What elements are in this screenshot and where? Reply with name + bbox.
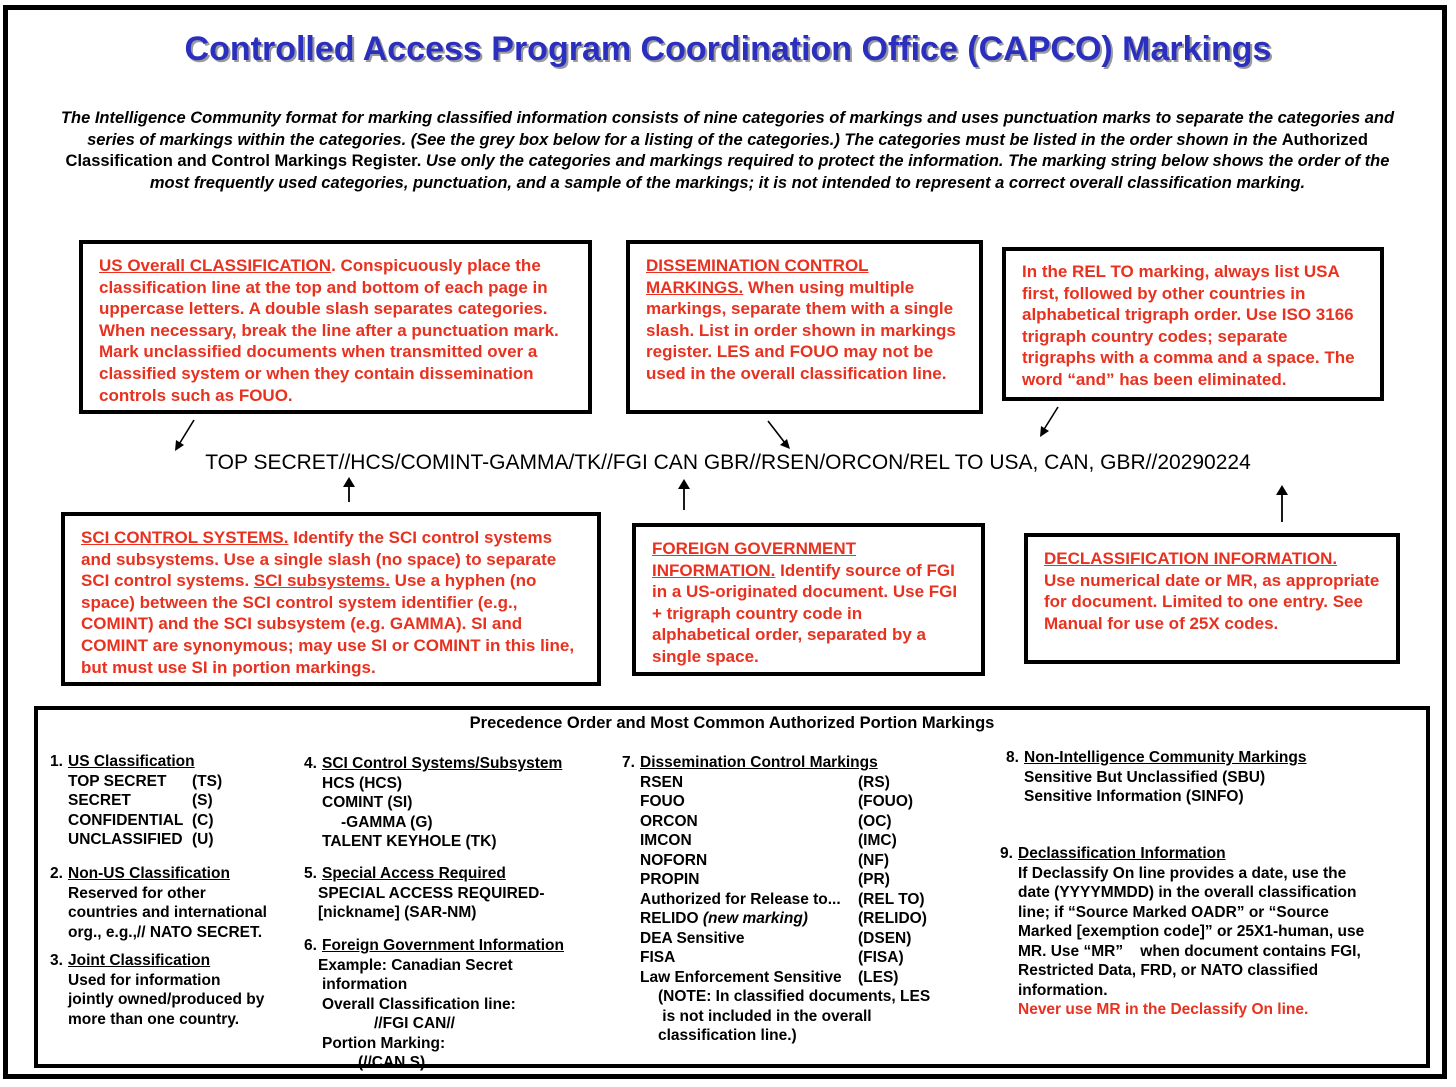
section-number: 4.: [304, 755, 317, 772]
section-number: 8.: [1006, 749, 1019, 766]
note-line: is not included in the overall: [658, 1007, 872, 1025]
section-line: COMINT (SI): [322, 794, 413, 811]
section-line: Marked [exemption code]” or 25X1-human, use: [1018, 923, 1365, 940]
section-line: (//CAN S): [358, 1054, 426, 1071]
sci-heading: SCI CONTROL SYSTEMS.: [81, 528, 289, 547]
dissemination-heading: DISSEMINATION CONTROL MARKINGS.: [646, 256, 869, 297]
marking-name: CONFIDENTIAL: [68, 811, 184, 829]
marking-name: Law Enforcement Sensitive: [640, 968, 842, 986]
marking-abbrev: (TS): [192, 772, 223, 790]
sci-body-1: Identify the SCI control systems and subsystems. Use a single slash (no space) to separate SCI control systems.: [81, 528, 557, 591]
note-line: classification line.): [658, 1027, 797, 1044]
section-line: -GAMMA (G): [341, 813, 433, 831]
arrow-down-left-icon: [1034, 404, 1064, 440]
us-overall-classification-box: [79, 240, 592, 414]
marking-name: FOUO: [640, 793, 685, 810]
section-line: line; if “Source Marked OADR” or “Source: [1018, 903, 1329, 921]
marking-abbrev: (U): [192, 831, 214, 848]
section-joint-classification: [50, 951, 264, 1029]
section-title: US Classification: [68, 753, 195, 770]
marking-name: ORCON: [640, 812, 698, 830]
section-number: 2.: [50, 865, 63, 882]
intro-text-2: Use only the categories and markings required to protect the information. The marking string below shows the order of the most frequently used categories, punctuation, and a sample of the markings; it is not intended to represent a correct overall classification marking.: [149, 152, 1390, 192]
marking-abbrev: (NF): [858, 851, 889, 869]
section-line: TALENT KEYHOLE (TK): [322, 833, 497, 850]
section-non-ic-markings: [1006, 748, 1306, 807]
section-line: Used for information: [68, 971, 221, 989]
section-line: countries and international: [68, 904, 267, 921]
section-line: SPECIAL ACCESS REQUIRED-: [318, 884, 545, 902]
sci-body-2: Use a hyphen (no space) between the SCI control system identifier (e.g., COMINT) and the SCI subsystem (e.g. GAMMA). SI and COMINT are synonymous; may use SI or COMINT in this line, but must use SI in portion markings.: [81, 571, 575, 677]
marking-abbrev: (RELIDO): [858, 910, 927, 927]
marking-abbrev: (DSEN): [858, 929, 912, 947]
marking-name: Authorized for Release to...: [640, 890, 841, 908]
marking-name: UNCLASSIFIED: [68, 831, 183, 848]
section-line: Portion Marking:: [322, 1034, 446, 1052]
section-declassification: [1000, 844, 1364, 1020]
section-title: Declassification Information: [1018, 845, 1226, 862]
section-non-us-classification: [50, 864, 267, 942]
foreign-heading: FOREIGN GOVERNMENT INFORMATION.: [652, 539, 857, 580]
section-title: Special Access Required: [322, 865, 506, 882]
section-number: 3.: [50, 952, 63, 969]
sci-subheading: SCI subsystems.: [253, 571, 390, 591]
section-dissemination-control: [622, 753, 930, 1046]
section-line: more than one country.: [68, 1010, 240, 1028]
section-title: Dissemination Control Markings: [640, 754, 878, 771]
intro-text-1: The Intelligence Community format for marking classified information consists of nine categories of markings and uses punctuation marks to separate the categories and series of markings within the categories. (See the grey box below for a listing of the categories.) The categories must be listed in the order shown in the: [60, 109, 1395, 149]
arrow-down-left-icon: [170, 418, 200, 454]
section-line: Reserved for other: [68, 884, 206, 902]
section-line: information.: [1018, 981, 1108, 999]
section-foreign-government: [304, 936, 564, 1073]
precedence-box: [34, 706, 1430, 1071]
arrow-up-icon: [676, 478, 692, 512]
marking-abbrev: (REL TO): [858, 890, 925, 908]
section-line: Example: Canadian Secret: [318, 956, 513, 974]
declass-body: Use numerical date or MR, as appropriate for document. Limited to one entry. See Manual for use of 25X codes.: [1044, 570, 1380, 633]
declassify-warning: Never use MR in the Declassify On line.: [1018, 1001, 1309, 1018]
section-line: //FGI CAN//: [374, 1015, 455, 1032]
section-line: date (YYYYMMDD) in the overall classification: [1018, 884, 1357, 901]
section-number: 5.: [304, 865, 317, 882]
marking-abbrev: (LES): [858, 968, 899, 986]
declassification-info-box: [1024, 533, 1400, 664]
section-title: Foreign Government Information: [322, 937, 564, 954]
section-line: Sensitive But Unclassified (SBU): [1024, 768, 1266, 786]
section-title: Non-Intelligence Community Markings: [1024, 749, 1307, 766]
section-line: information: [322, 976, 408, 993]
declass-heading: DECLASSIFICATION INFORMATION.: [1044, 549, 1338, 568]
marking-abbrev: (C): [192, 811, 214, 829]
section-line: HCS (HCS): [322, 774, 403, 792]
marking-abbrev: (RS): [858, 773, 890, 791]
arrow-down-right-icon: [764, 418, 794, 452]
section-line: MR. Use “MR” when document contains FGI,: [1018, 942, 1361, 960]
section-number: 6.: [304, 937, 317, 954]
section-title: SCI Control Systems/Subsystem: [322, 755, 563, 772]
sample-marking-string: TOP SECRET//HCS/COMINT-GAMMA/TK//FGI CAN GBR//RSEN/ORCON/REL TO USA, CAN, GBR//20290224: [205, 451, 1251, 474]
marking-abbrev: (PR): [858, 871, 890, 888]
section-title: Joint Classification: [68, 952, 211, 969]
relido-note: (new marking): [702, 910, 808, 927]
marking-abbrev: (IMC): [858, 832, 897, 849]
arrow-up-icon: [341, 476, 357, 504]
register-name: Authorized Classification and Control Markings Register.: [65, 130, 1368, 171]
section-special-access: [304, 864, 545, 923]
section-us-classification: [50, 752, 222, 850]
section-title: Non-US Classification: [68, 865, 230, 882]
note-line: (NOTE: In classified documents, LES: [658, 988, 931, 1005]
rel-to-body: In the REL TO marking, always list USA first, followed by other countries in alphabetical trigraph order. Use ISO 3166 trigraph country codes; separate trigraphs with a comma and a space. The word “and” has been eliminated.: [1022, 262, 1355, 389]
dissemination-control-box: [626, 240, 983, 414]
section-sci-control-systems: [304, 754, 562, 852]
dissemination-body: When using multiple markings, separate them with a single slash. List in order shown in markings register. LES and FOUO may not be used in the overall classification line.: [646, 277, 956, 383]
marking-name: RELIDO: [640, 910, 699, 927]
precedence-heading: Precedence Order and Most Common Authorized Portion Markings: [469, 714, 995, 732]
marking-name: NOFORN: [640, 851, 708, 869]
section-line: [nickname] (SAR-NM): [318, 904, 477, 921]
marking-abbrev: (S): [192, 792, 213, 809]
marking-abbrev: (FISA): [858, 949, 904, 966]
us-overall-heading: US Overall CLASSIFICATION: [99, 256, 332, 275]
arrow-up-icon: [1274, 484, 1290, 524]
section-line: Restricted Data, FRD, or NATO classified: [1018, 962, 1319, 979]
marking-abbrev: (OC): [858, 812, 892, 830]
section-number: 9.: [1000, 845, 1013, 862]
page-title: Controlled Access Program Coordination Office (CAPCO) Markings: [184, 30, 1272, 68]
sci-control-systems-box: [61, 512, 601, 686]
intro-paragraph: [55, 108, 1400, 194]
rel-to-box: [1002, 247, 1384, 401]
marking-name: IMCON: [640, 832, 692, 849]
marking-abbrev: (FOUO): [858, 793, 914, 810]
section-line: If Declassify On line provides a date, use the: [1018, 864, 1347, 882]
marking-name: RSEN: [640, 773, 684, 791]
section-line: org., e.g.,// NATO SECRET.: [68, 923, 263, 941]
section-number: 1.: [50, 753, 63, 770]
foreign-government-info-box: [632, 523, 985, 676]
section-line: Sensitive Information (SINFO): [1024, 788, 1244, 805]
marking-name: SECRET: [68, 792, 131, 809]
section-line: Overall Classification line:: [322, 995, 516, 1013]
marking-name: DEA Sensitive: [640, 929, 745, 947]
us-overall-body: . Conspicuously place the classification line at the top and bottom of each page in uppercase letters. A double slash separates categories. When necessary, break the line after a punctuation mark. Mark unclassified documents when transmitted over a classified system or when they contain dissemination controls such as FOUO.: [99, 256, 559, 405]
section-line: jointly owned/produced by: [68, 991, 265, 1008]
foreign-body: Identify source of FGI in a US-originated document. Use FGI + trigraph country code in alphabetical order, separated by a single space.: [652, 560, 958, 666]
marking-name: FISA: [640, 949, 676, 966]
marking-name: PROPIN: [640, 871, 700, 888]
marking-name: TOP SECRET: [68, 772, 167, 790]
section-number: 7.: [622, 754, 635, 771]
